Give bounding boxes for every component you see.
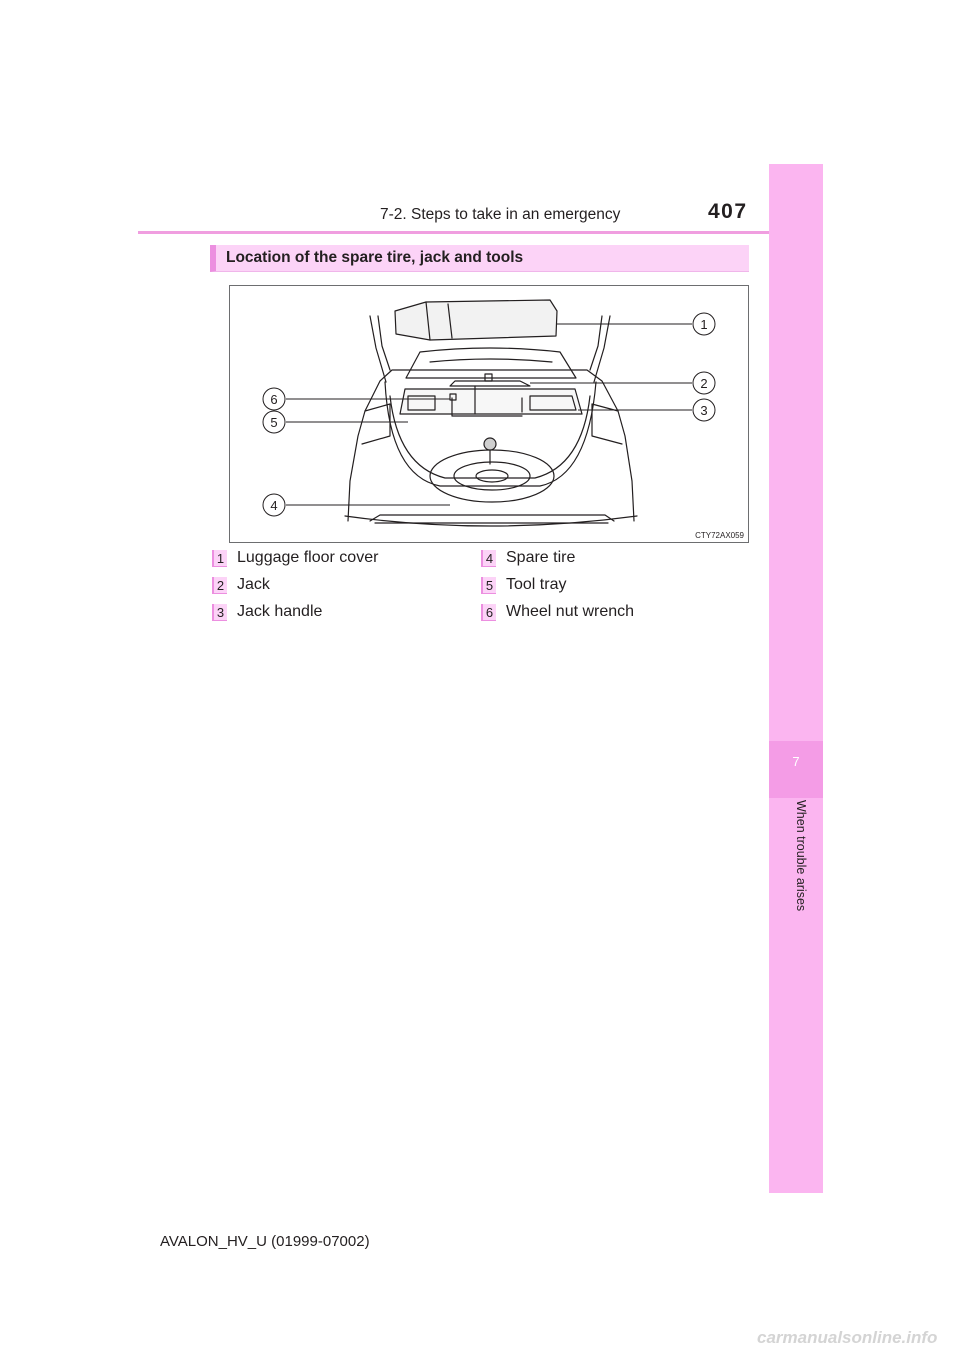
legend-item-jack-handle	[212, 603, 322, 623]
trunk-illustration	[229, 285, 749, 543]
legend-label: Spare tire	[506, 549, 576, 566]
legend-number: 1	[212, 550, 227, 567]
legend-item-tool-tray	[481, 576, 566, 596]
legend-item-luggage-floor-cover	[212, 549, 378, 569]
section-title: 7-2. Steps to take in an emergency	[380, 206, 621, 223]
callout-label-2: 2	[700, 376, 708, 391]
callout-label-5: 5	[270, 415, 278, 430]
legend-label: Jack handle	[237, 603, 323, 620]
legend-label: Tool tray	[506, 576, 567, 593]
header-rule	[138, 231, 823, 234]
chapter-side-tab[interactable]	[769, 164, 823, 1193]
figure-code: CTY72AX059	[695, 531, 744, 540]
legend-label: Jack	[237, 576, 270, 593]
legend-number: 4	[481, 550, 496, 567]
callout-label-1: 1	[700, 317, 708, 332]
legend-item-jack	[212, 576, 270, 596]
legend-number: 5	[481, 577, 496, 594]
legend-number: 6	[481, 604, 496, 621]
legend-number: 2	[212, 577, 227, 594]
page-number: 407	[708, 200, 748, 223]
chapter-active-marker	[769, 741, 823, 798]
legend-item-spare-tire	[481, 549, 575, 569]
callout-label-3: 3	[700, 403, 708, 418]
section-heading	[210, 245, 749, 272]
footer-model-code: AVALON_HV_U (01999-07002)	[160, 1233, 370, 1250]
chapter-number: 7	[792, 754, 800, 769]
legend-item-wheel-nut-wrench	[481, 603, 634, 623]
watermark-link[interactable]: carmanualsonline.info	[757, 1328, 938, 1347]
legend-label: Luggage floor cover	[237, 549, 379, 566]
section-heading-text: Location of the spare tire, jack and tools	[226, 249, 524, 266]
callout-label-6: 6	[270, 392, 278, 407]
trunk-drawing	[230, 286, 749, 543]
chapter-title: When trouble arises	[794, 800, 808, 912]
legend-number: 3	[212, 604, 227, 621]
legend-label: Wheel nut wrench	[506, 603, 635, 620]
callout-label-4: 4	[270, 498, 278, 513]
